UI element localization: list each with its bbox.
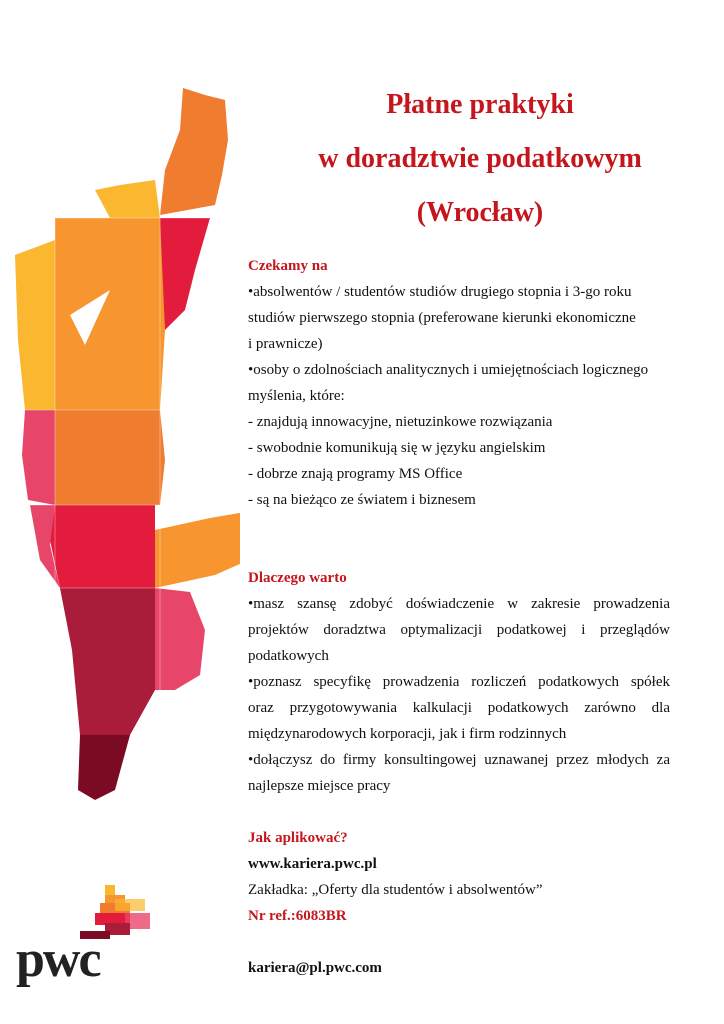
figure-torso-upper-shape xyxy=(55,218,165,410)
requirement-line: myślenia, które: xyxy=(248,388,345,404)
requirement-line: •absolwentów / studentów studiów drugiego stopnia i 3-go roku xyxy=(248,284,632,300)
section-heading-dlaczego: Dlaczego warto xyxy=(248,570,347,586)
figure-lower-maroon-shape xyxy=(60,588,155,735)
benefit-line: międzynarodowych korporacji, jak i firm rodzinnych xyxy=(248,726,567,742)
benefit-line: najlepsze miejsce pracy xyxy=(248,778,391,794)
figure-hips-red-shape xyxy=(50,505,155,588)
figure-back-yellow-shape xyxy=(15,240,55,410)
requirement-line: - swobodnie komunikują się w języku angielskim xyxy=(248,440,546,456)
benefit-line: projektów doradztwa optymalizacji podatkowej i przeglądów xyxy=(248,622,670,638)
benefit-line: •dołączysz do firmy konsultingowej uznawanej przez młodych za xyxy=(248,752,670,768)
benefit-line: •masz szansę zdobyć doświadczenie w zakresie prowadzenia xyxy=(248,596,670,612)
benefit-line: •poznasz specyfikę prowadzenia rozliczeń podatkowych spółek xyxy=(248,674,670,690)
figure-shin-darkred-shape xyxy=(78,735,130,800)
page-title xyxy=(240,78,720,240)
figure-leg-red-shape xyxy=(160,218,210,330)
section-heading-aplikuj: Jak aplikować? xyxy=(248,830,348,846)
handstand-figure-illustration xyxy=(0,0,240,820)
career-site-link[interactable]: www.kariera.pwc.pl xyxy=(248,856,377,872)
offer-content xyxy=(248,253,670,981)
figure-arm-shape xyxy=(155,512,240,588)
requirement-line: •osoby o zdolnościach analitycznych i umiejętnościach logicznego xyxy=(248,362,649,378)
figure-knee-pink-shape xyxy=(155,588,205,690)
pwc-logo-text: pwc xyxy=(16,931,100,988)
offers-tab-text: Zakładka: „Oferty dla studentów i absolwentów” xyxy=(248,882,543,898)
figure-side-pink-shape xyxy=(22,410,55,505)
requirement-line: i prawnicze) xyxy=(248,336,323,352)
benefit-line: oraz przygotowywania kalkulacji podatkowych zarówno dla xyxy=(248,700,670,716)
title-line-2: w doradztwie podatkowym xyxy=(318,143,642,174)
requirement-line: - znajdują innowacyjne, nietuzinkowe rozwiązania xyxy=(248,414,553,430)
reference-number: Nr ref.:6083BR xyxy=(248,908,347,924)
benefit-line: podatkowych xyxy=(248,648,329,664)
title-line-3: (Wrocław) xyxy=(416,197,544,228)
figure-leg-yellow-shape xyxy=(95,180,160,218)
title-line-1: Płatne praktyki xyxy=(386,89,574,120)
requirement-line: studiów pierwszego stopnia (preferowane kierunki ekonomiczne xyxy=(248,310,636,326)
figure-torso-mid-shape xyxy=(55,410,165,505)
requirement-line: - są na bieżąco ze światem i biznesem xyxy=(248,492,476,508)
section-heading-czekamy: Czekamy na xyxy=(248,258,328,274)
contact-email-link[interactable]: kariera@pl.pwc.com xyxy=(248,960,382,976)
requirement-line: - dobrze znają programy MS Office xyxy=(248,466,463,482)
figure-foot-shape xyxy=(160,88,228,215)
